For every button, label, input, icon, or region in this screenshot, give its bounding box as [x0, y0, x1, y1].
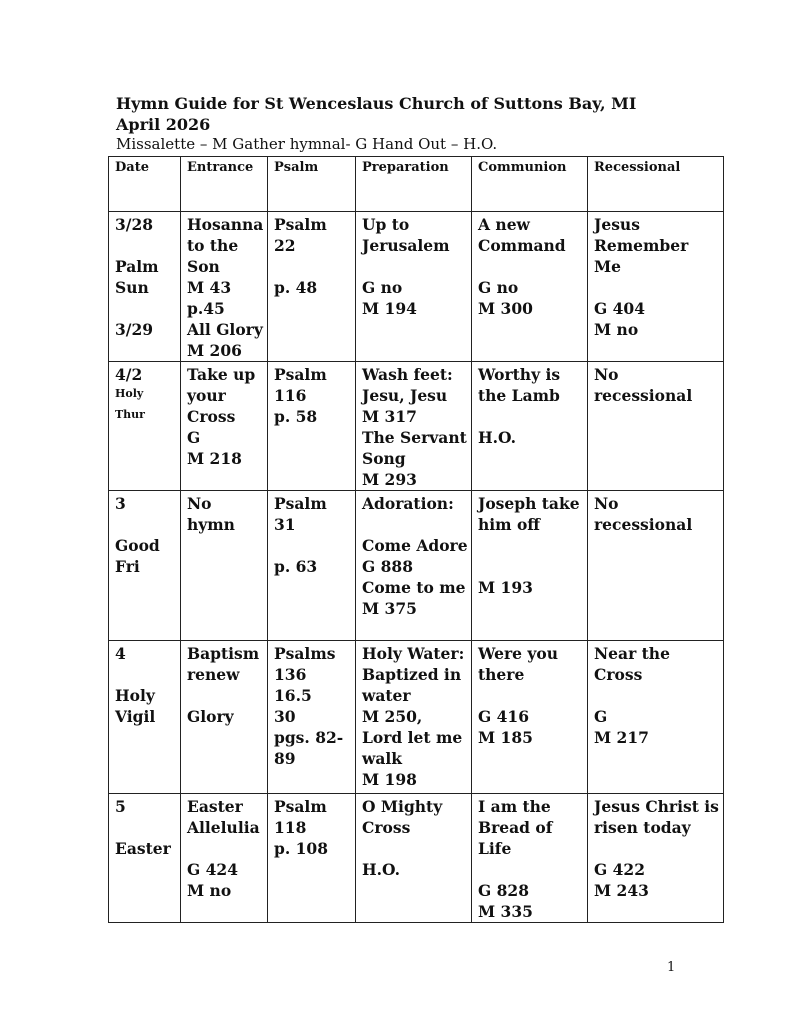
col-header-preparation: Preparation	[356, 157, 472, 212]
cell-line: Vigil	[115, 707, 156, 726]
col-header-recessional: Recessional	[588, 157, 724, 212]
cell-line	[274, 256, 349, 277]
cell-line: the Lamb	[478, 386, 560, 405]
cell-line: G 888	[362, 557, 413, 576]
cell-line: Thur	[115, 408, 145, 421]
cell-line: p.45	[187, 299, 225, 318]
cell-line: 3/29	[115, 320, 154, 339]
cell-line: p. 58	[274, 407, 318, 426]
page-number: 1	[667, 960, 676, 975]
cell-preparation	[356, 212, 472, 362]
cell-line: Holy	[115, 387, 144, 400]
cell-psalm	[268, 212, 356, 362]
cell-line: Baptized in	[362, 665, 462, 684]
cell-line	[478, 556, 581, 577]
cell-line: Hosanna	[187, 215, 264, 234]
cell-recessional	[588, 362, 724, 491]
cell-date	[109, 362, 181, 491]
cell-line	[187, 838, 261, 859]
cell-line	[362, 838, 465, 859]
document-title: Hymn Guide for St Wenceslaus Church of Suttons Bay, MI	[116, 94, 637, 113]
cell-line: No	[594, 494, 619, 513]
cell-psalm	[268, 641, 356, 794]
cell-line: Cross	[187, 407, 236, 426]
cell-preparation	[356, 362, 472, 491]
col-header-psalm: Psalm	[268, 157, 356, 212]
cell-line: your	[187, 386, 226, 405]
cell-recessional	[588, 491, 724, 641]
cell-line: renew	[187, 665, 240, 684]
cell-line: Near the	[594, 644, 670, 663]
cell-line: him off	[478, 515, 541, 534]
cell-line: 136	[274, 665, 307, 684]
cell-line: All Glory	[187, 320, 263, 339]
table-body	[109, 212, 724, 923]
cell-line: pgs. 82-	[274, 728, 344, 747]
cell-line: Jerusalem	[362, 236, 450, 255]
cell-preparation	[356, 794, 472, 923]
cell-recessional	[588, 212, 724, 362]
cell-line	[478, 535, 581, 556]
cell-line: M 293	[362, 470, 417, 489]
cell-date	[109, 641, 181, 794]
cell-line: recessional	[594, 515, 693, 534]
cell-line: M 300	[478, 299, 533, 318]
cell-entrance	[181, 794, 268, 923]
cell-line: M 206	[187, 341, 242, 360]
cell-line	[115, 514, 174, 535]
cell-psalm	[268, 362, 356, 491]
cell-line	[478, 256, 581, 277]
cell-line: 3/28	[115, 215, 154, 234]
col-header-date: Date	[109, 157, 181, 212]
cell-line	[115, 340, 174, 361]
table-row	[109, 362, 724, 491]
cell-line: Come to me	[362, 578, 466, 597]
cell-line: Take up	[187, 365, 256, 384]
cell-line: G	[187, 428, 201, 447]
cell-line: 3	[115, 494, 126, 513]
cell-line: O Mighty	[362, 797, 443, 816]
cell-line: Joseph take	[478, 494, 580, 513]
cell-line: Life	[478, 839, 512, 858]
cell-communion	[472, 641, 588, 794]
table-row	[109, 491, 724, 641]
cell-line: M 250,	[362, 707, 423, 726]
cell-line: Baptism	[187, 644, 260, 663]
cell-line	[594, 685, 717, 706]
cell-line: Palm	[115, 257, 159, 276]
cell-line: Glory	[187, 707, 234, 726]
document-header	[116, 93, 756, 154]
cell-line: Were you	[478, 644, 559, 663]
document-month: April 2026	[116, 115, 211, 134]
cell-line: Psalm	[274, 215, 327, 234]
cell-line: hymn	[187, 515, 235, 534]
cell-line: p. 63	[274, 557, 318, 576]
cell-communion	[472, 362, 588, 491]
cell-line	[594, 838, 717, 859]
cell-line: Command	[478, 236, 566, 255]
cell-date	[109, 491, 181, 641]
cell-line	[594, 277, 717, 298]
col-header-communion: Communion	[472, 157, 588, 212]
cell-line: Up to	[362, 215, 410, 234]
col-header-entrance: Entrance	[181, 157, 268, 212]
cell-line: M 193	[478, 578, 533, 597]
cell-line: Psalm	[274, 365, 327, 384]
cell-line: water	[362, 686, 411, 705]
cell-line: 5	[115, 797, 126, 816]
cell-line: Jesu, Jesu	[362, 386, 448, 405]
cell-line: M 217	[594, 728, 649, 747]
cell-line: M 43	[187, 278, 232, 297]
cell-line: I am the	[478, 797, 551, 816]
cell-line: Psalm	[274, 494, 327, 513]
cell-line	[478, 859, 581, 880]
cell-line: 30	[274, 707, 296, 726]
cell-line: risen today	[594, 818, 691, 837]
cell-line: 16.5	[274, 686, 312, 705]
cell-line: Good	[115, 536, 160, 555]
cell-communion	[472, 794, 588, 923]
cell-line: 31	[274, 515, 296, 534]
cell-line: Son	[187, 257, 220, 276]
cell-line: Come Adore	[362, 536, 468, 555]
cell-line	[362, 514, 465, 535]
cell-line: M 375	[362, 599, 417, 618]
cell-line: G 416	[478, 707, 529, 726]
cell-line: G 828	[478, 881, 529, 900]
cell-line: p. 108	[274, 839, 328, 858]
cell-line: Cross	[362, 818, 411, 837]
cell-line: Worthy is	[478, 365, 561, 384]
cell-date	[109, 212, 181, 362]
cell-line: M 335	[478, 902, 533, 921]
cell-line: Jesus Christ is	[594, 797, 719, 816]
cell-line: H.O.	[478, 428, 517, 447]
cell-line: The Servant	[362, 428, 467, 447]
cell-line: M no	[187, 881, 232, 900]
cell-line: Holy Water:	[362, 644, 465, 663]
cell-line: G 422	[594, 860, 645, 879]
table-row	[109, 212, 724, 362]
cell-line	[362, 256, 465, 277]
cell-recessional	[588, 641, 724, 794]
cell-entrance	[181, 491, 268, 641]
cell-line	[274, 535, 349, 556]
cell-psalm	[268, 794, 356, 923]
cell-preparation	[356, 641, 472, 794]
cell-line: to the	[187, 236, 239, 255]
cell-line	[115, 235, 174, 256]
cell-line: Holy	[115, 686, 155, 705]
cell-line: p. 48	[274, 278, 318, 297]
cell-entrance	[181, 212, 268, 362]
cell-line: Fri	[115, 557, 140, 576]
cell-line: H.O.	[362, 860, 401, 879]
cell-line: M 243	[594, 881, 649, 900]
cell-recessional	[588, 794, 724, 923]
cell-line	[478, 406, 581, 427]
cell-line: A new	[478, 215, 530, 234]
cell-line: 116	[274, 386, 307, 405]
table-row	[109, 641, 724, 794]
cell-entrance	[181, 362, 268, 491]
cell-line: recessional	[594, 386, 693, 405]
cell-line: walk	[362, 749, 403, 768]
cell-line: 89	[274, 749, 296, 768]
cell-line: Lord let me	[362, 728, 463, 747]
cell-line: Psalms	[274, 644, 336, 663]
cell-line: G no	[362, 278, 403, 297]
cell-line: Jesus	[594, 215, 640, 234]
cell-line: Me	[594, 257, 622, 276]
cell-line	[362, 619, 465, 640]
hymnal-legend: Missalette – M Gather hymnal- G Hand Out – H.O.	[116, 135, 498, 153]
cell-line	[478, 685, 581, 706]
cell-line: M 317	[362, 407, 417, 426]
table-row	[109, 794, 724, 923]
cell-line: G no	[478, 278, 519, 297]
table-header-row	[109, 157, 724, 212]
cell-line: M 198	[362, 770, 417, 789]
cell-line: G	[594, 707, 608, 726]
cell-entrance	[181, 641, 268, 794]
cell-line	[115, 817, 174, 838]
cell-date	[109, 794, 181, 923]
cell-line: Allelulia	[187, 818, 260, 837]
cell-line: 4	[115, 644, 126, 663]
cell-communion	[472, 212, 588, 362]
cell-line: Adoration:	[362, 494, 454, 513]
cell-line: 118	[274, 818, 307, 837]
cell-line: Remember	[594, 236, 689, 255]
cell-line: Bread of	[478, 818, 553, 837]
cell-communion	[472, 491, 588, 641]
cell-line: Psalm	[274, 797, 327, 816]
cell-line: 22	[274, 236, 296, 255]
cell-line: No	[187, 494, 212, 513]
cell-line: No	[594, 365, 619, 384]
cell-line: Song	[362, 449, 406, 468]
cell-line	[115, 298, 174, 319]
cell-line: M 218	[187, 449, 242, 468]
cell-line: Sun	[115, 278, 149, 297]
cell-line	[187, 685, 261, 706]
cell-line: M 194	[362, 299, 417, 318]
cell-line: there	[478, 665, 525, 684]
cell-line: G 404	[594, 299, 645, 318]
cell-line: G 424	[187, 860, 238, 879]
cell-line: Cross	[594, 665, 643, 684]
hymn-table	[108, 156, 724, 923]
cell-line: M 185	[478, 728, 533, 747]
cell-line: M no	[594, 320, 639, 339]
cell-line: 4/2	[115, 365, 143, 384]
cell-preparation	[356, 491, 472, 641]
cell-psalm	[268, 491, 356, 641]
cell-line: Wash feet:	[362, 365, 453, 384]
cell-line: Easter	[115, 839, 171, 858]
cell-line: Easter	[187, 797, 243, 816]
cell-line	[115, 664, 174, 685]
